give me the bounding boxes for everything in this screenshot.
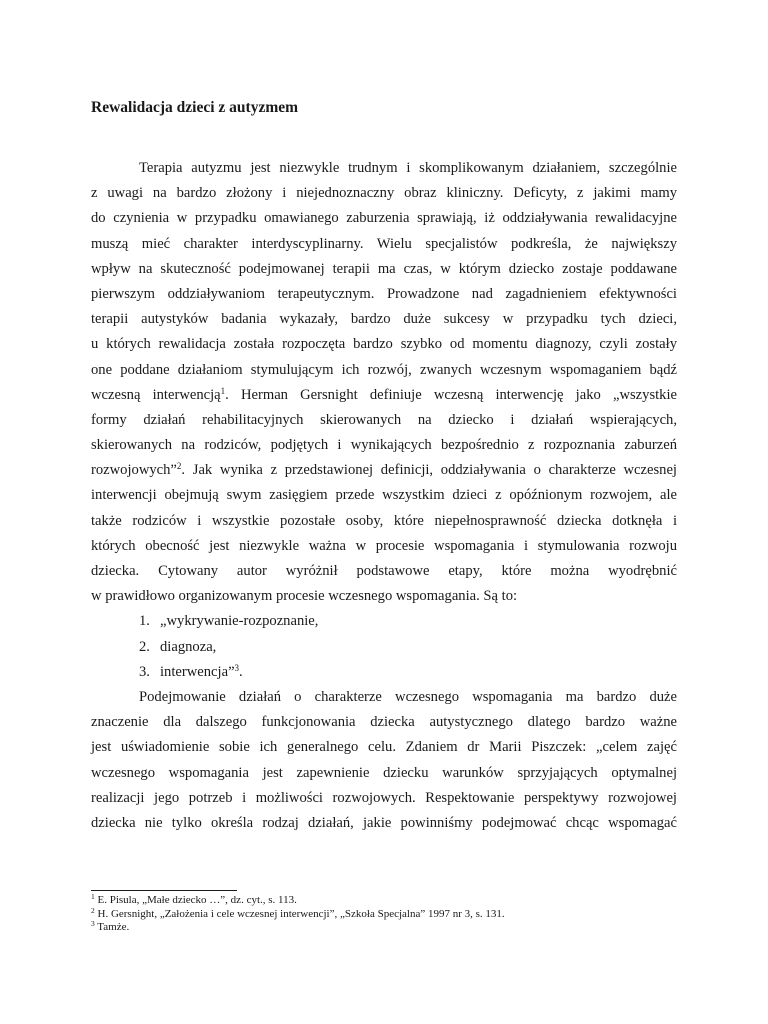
paragraph-line: z uwagi na bardzo złożony i niejednoznaczny obraz kliniczny. Deficyty, z jakimi mamy [91, 185, 677, 202]
list-item [91, 635, 677, 660]
paragraph-line [91, 458, 677, 483]
footnote-text: H. Gersnight, „Założenia i cele wczesnej interwencji”, „Szkoła Specjalna” 1997 nr 3, s. 131. [94, 907, 505, 920]
line-text: . Jak wynika z przedstawionej definicji, oddziaływania o charakterze wczesnej [181, 462, 677, 479]
paragraph-line: w prawidłowo organizowanym procesie wczesnego wspomagania. Są to: [91, 588, 518, 605]
footnote-ref: 1 [220, 385, 226, 396]
footnotes [91, 894, 505, 935]
footnote-separator [91, 890, 237, 891]
footnote [91, 894, 505, 908]
paragraph-line: dziecka nie tylko określa rodzaj działań, jakie powinniśmy podejmować chcąc wspomagać [91, 814, 677, 831]
footnote-mark: 1 [91, 892, 95, 901]
paragraph-line: muszą mieć charakter interdyscyplinarny. Wielu specjalistów podkreśla, że największy [91, 235, 677, 252]
document-title: Rewalidacja dzieci z autyzmem [91, 99, 299, 116]
footnote-mark: 3 [91, 919, 95, 928]
line-text: rozwojowych” [91, 462, 177, 479]
list-text: interwencja” [160, 663, 235, 680]
paragraph-line: wpływ na skuteczność podejmowanej terapii ma czas, w którym dziecko zostaje poddawane [91, 260, 677, 277]
list-text: „wykrywanie-rozpoznanie, [160, 613, 319, 630]
paragraph-line: one poddane działaniom stymulującym ich rozwój, zwanych wczesnym wspomaganiem bądź [91, 361, 677, 378]
list-number: 2. [139, 638, 150, 655]
list-text: diagnoza, [160, 638, 217, 655]
footnote-ref: 2 [176, 461, 182, 472]
line-text: . Herman Gersnight definiuje wczesną interwencję jako „wszystkie [225, 386, 678, 403]
paragraph-line: Terapia autyzmu jest niezwykle trudnym i skomplikowanym działaniem, szczególnie [139, 160, 677, 176]
footnote-ref: 3 [234, 662, 240, 673]
list-number: 3. [139, 663, 150, 680]
paragraph-line [91, 383, 677, 408]
paragraph-line: Podejmowanie działań o charakterze wczesnego wspomagania ma bardzo duże [139, 688, 677, 705]
paragraph-line: u których rewalidacja została rozpoczęta bardzo szybko od momentu diagnozy, czyli zostały [91, 336, 677, 353]
footnote-mark: 2 [91, 905, 95, 915]
list-number: 1. [139, 613, 150, 630]
paragraph-line: pierwszym oddziaływaniom terapeutycznym. Prowadzone nad zagadnieniem efektywności [91, 285, 677, 302]
paragraph-line: dziecka. Cytowany autor wyróżnił podstawowe etapy, które można wyodrębnić [91, 563, 677, 579]
paragraph-line: interwencji obejmują swym zasięgiem przede wszystkim dzieci z opóźnionym rozwojem, ale [91, 487, 677, 504]
paragraph-line: jest uświadomienie sobie ich generalnego celu. Zdaniem dr Marii Piszczek: „celem zajęć [91, 739, 677, 756]
paragraph-line: skierowanych na rodziców, podjętych i wynikających bezpośrednio z rozpoznania zaburzeń [91, 437, 677, 454]
footnote-text: E. Pisula, „Małe dziecko …”, dz. cyt., s. 113. [94, 894, 297, 906]
list-item [91, 660, 677, 685]
line-text: wczesną interwencją [91, 386, 221, 403]
paragraph-line: także rodziców i wszystkie pozostałe osoby, które niepełnosprawność dziecka dotknęła i [91, 512, 677, 529]
paragraph-line: znaczenie dla dalszego funkcjonowania dziecka autystycznego dlatego bardzo ważne [91, 714, 677, 731]
footnote [91, 905, 505, 922]
footnote-text: Tamże. [94, 921, 130, 933]
paragraph-line: do czynienia w przypadku omawianego zaburzenia sprawiają, iż oddziaływania rewalidacyjne [91, 210, 677, 227]
paragraph-line: formy działań rehabilitacyjnych skierowanych na dziecko i działań wspierających, [91, 411, 677, 428]
paragraph-line: których obecność jest niezwykle ważna w procesie wspomagania i stymulowania rozwoju [91, 537, 677, 554]
footnote [91, 921, 505, 935]
paragraph-line: realizacji jego potrzeb i możliwości rozwojowych. Respektowanie perspektywy rozwojowej [91, 789, 677, 806]
document-body [91, 156, 677, 836]
paragraph-line: wczesnego wspomagania jest zapewnienie dziecku warunków sprzyjających optymalnej [91, 764, 677, 781]
paragraph-line: terapii autystyków badania wykazały, bardzo duże sukcesy w przypadku tych dzieci, [91, 311, 677, 328]
list-text-end: . [239, 663, 243, 680]
list-item [91, 609, 677, 634]
